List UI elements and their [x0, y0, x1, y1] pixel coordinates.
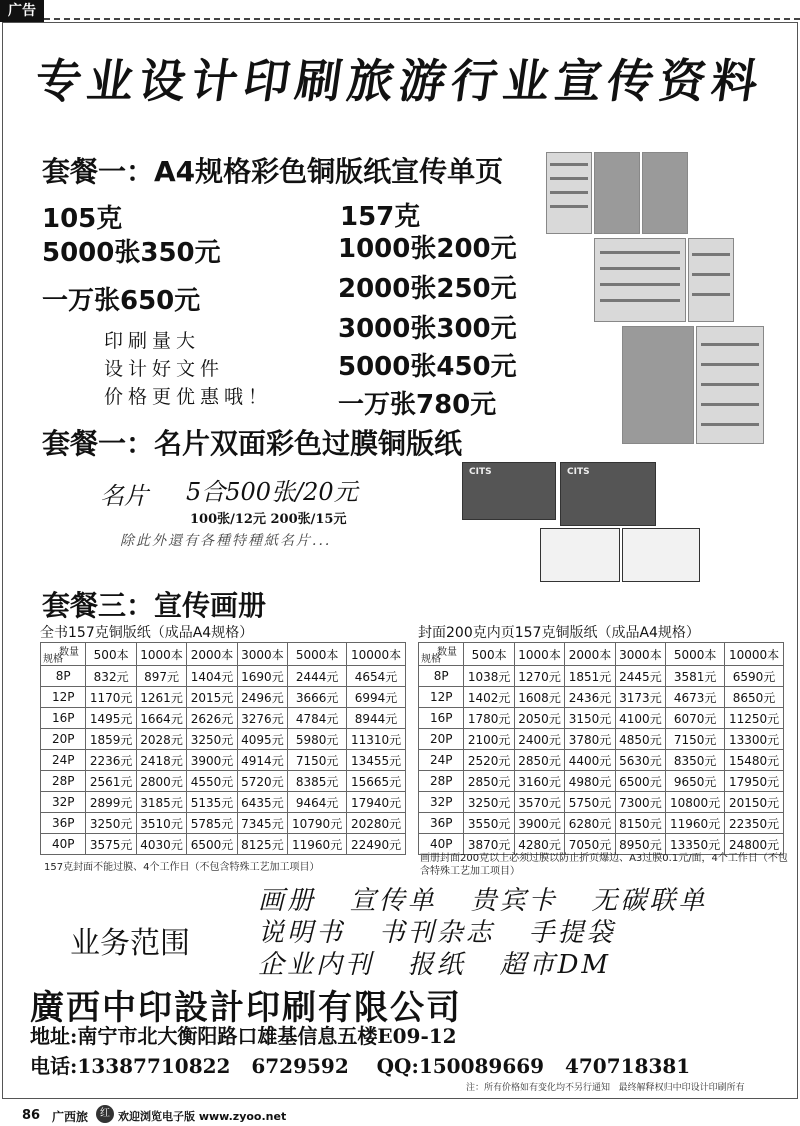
- price-cell: 3870元: [464, 834, 514, 855]
- table-row: [41, 687, 406, 708]
- price-cell: 5720元: [237, 771, 287, 792]
- business-card-sample-1: [462, 462, 556, 520]
- price-cell: 6590元: [725, 666, 784, 687]
- website-link[interactable]: 欢迎浏览电子版 www.zyoo.net: [118, 1110, 287, 1123]
- row-spec-cell: 20P: [419, 729, 464, 750]
- col-header: 5000本: [666, 643, 725, 666]
- table-row: [41, 666, 406, 687]
- row-spec-cell: 36P: [41, 813, 86, 834]
- row-spec-cell: 40P: [41, 834, 86, 855]
- business-card-label: 名片: [100, 482, 148, 510]
- row-spec-cell: 8P: [419, 666, 464, 687]
- price-table-full-157: [40, 642, 406, 855]
- flyer-sample-4: [594, 238, 686, 322]
- business-scope-line-3: 企业内刊 报纸 超市DM: [258, 950, 612, 980]
- slogan-line-3: 价格更优惠哦！: [104, 386, 273, 408]
- price-cell: 17950元: [725, 771, 784, 792]
- table-left-caption: 全书157克铜版纸（成品A4规格）: [40, 625, 254, 641]
- price-cell: 11960元: [666, 813, 725, 834]
- price-cell: 1664元: [136, 708, 186, 729]
- row-spec-cell: 32P: [419, 792, 464, 813]
- price-157-3: 3000张300元: [338, 314, 517, 344]
- price-cell: 1495元: [86, 708, 136, 729]
- price-cell: 4400元: [565, 750, 615, 771]
- price-cell: 3666元: [288, 687, 347, 708]
- col-header: 2000本: [565, 643, 615, 666]
- row-spec-cell: 40P: [419, 834, 464, 855]
- table-row: [419, 729, 784, 750]
- business-card-price: 5合500张/20元: [186, 478, 358, 506]
- flyer-sample-1: [546, 152, 592, 234]
- table-row: [419, 750, 784, 771]
- row-spec-cell: 8P: [41, 666, 86, 687]
- price-cell: 3900元: [514, 813, 564, 834]
- price-cell: 11250元: [725, 708, 784, 729]
- package-3-heading: 套餐三：宣传画册: [42, 589, 267, 622]
- price-cell: 20280元: [347, 813, 406, 834]
- price-cell: 1270元: [514, 666, 564, 687]
- price-cell: 2626元: [187, 708, 237, 729]
- price-cell: 3160元: [514, 771, 564, 792]
- price-cell: 4914元: [237, 750, 287, 771]
- price-157-2: 2000张250元: [338, 274, 517, 304]
- price-cell: 1170元: [86, 687, 136, 708]
- row-spec-cell: 20P: [41, 729, 86, 750]
- price-cell: 20150元: [725, 792, 784, 813]
- table-row: [419, 771, 784, 792]
- price-cell: 7150元: [288, 750, 347, 771]
- table-row: [41, 834, 406, 855]
- price-cell: 3510元: [136, 813, 186, 834]
- row-spec-cell: 12P: [419, 687, 464, 708]
- row-spec-cell: 28P: [419, 771, 464, 792]
- table-row: [41, 750, 406, 771]
- table-right-caption: 封面200克内页157克铜版纸（成品A4规格）: [418, 625, 700, 641]
- table-row: [419, 708, 784, 729]
- price-cell: 4673元: [666, 687, 725, 708]
- table-row: [41, 729, 406, 750]
- table-row: [41, 771, 406, 792]
- row-spec-cell: 16P: [41, 708, 86, 729]
- table-left-note: 157克封面不能过膜、4个工作日（不包含特殊工艺加工项目）: [44, 862, 320, 873]
- weight-105: 105克: [42, 204, 123, 234]
- price-cell: 11960元: [288, 834, 347, 855]
- price-cell: 7050元: [565, 834, 615, 855]
- flyer-sample-2: [594, 152, 640, 234]
- card-brand-1: CITS: [469, 467, 492, 477]
- price-cell: 13455元: [347, 750, 406, 771]
- price-cell: 4280元: [514, 834, 564, 855]
- price-cell: 2850元: [464, 771, 514, 792]
- page-title: 专业设计印刷旅游行业宣传资料: [31, 54, 768, 108]
- price-cell: 8150元: [615, 813, 665, 834]
- price-cell: 3250元: [187, 729, 237, 750]
- price-cell: 24800元: [725, 834, 784, 855]
- card-brand-2: CITS: [567, 467, 590, 477]
- price-cell: 13350元: [666, 834, 725, 855]
- col-header: 10000本: [725, 643, 784, 666]
- col-header: 1000本: [514, 643, 564, 666]
- price-cell: 10800元: [666, 792, 725, 813]
- price-cell: 6435元: [237, 792, 287, 813]
- price-cell: 832元: [86, 666, 136, 687]
- price-cell: 4784元: [288, 708, 347, 729]
- table-corner: 数量 规格: [41, 643, 86, 666]
- price-cell: 1038元: [464, 666, 514, 687]
- row-spec-cell: 24P: [41, 750, 86, 771]
- price-cell: 7345元: [237, 813, 287, 834]
- table-row: [41, 708, 406, 729]
- business-card-sample-2: [560, 462, 656, 526]
- package-1-heading: 套餐一：A4规格彩色铜版纸宣传单页: [42, 155, 504, 188]
- col-header: 5000本: [288, 643, 347, 666]
- col-header: 500本: [464, 643, 514, 666]
- page-footer: [0, 1104, 800, 1126]
- price-cell: 4980元: [565, 771, 615, 792]
- table-row: [41, 792, 406, 813]
- price-cell: 2050元: [514, 708, 564, 729]
- business-scope-label: 业务范围: [70, 926, 190, 961]
- price-cell: 4030元: [136, 834, 186, 855]
- price-cell: 4850元: [615, 729, 665, 750]
- price-cell: 6500元: [615, 771, 665, 792]
- price-cell: 1851元: [565, 666, 615, 687]
- price-cell: 8650元: [725, 687, 784, 708]
- table-right-note: 画册封面200克以上必须过膜以防止折页爆边、A3过膜0.1元/面，4个工作日（不包含特殊工艺加工项目）: [420, 853, 788, 877]
- price-157-5: 一万张780元: [338, 390, 497, 420]
- price-105-2: 一万张650元: [42, 286, 201, 316]
- price-cell: 1608元: [514, 687, 564, 708]
- col-header: 500本: [86, 643, 136, 666]
- price-cell: 7300元: [615, 792, 665, 813]
- price-cell: 2444元: [288, 666, 347, 687]
- price-cell: 1859元: [86, 729, 136, 750]
- price-cell: 2400元: [514, 729, 564, 750]
- flyer-sample-3: [642, 152, 688, 234]
- price-cell: 9650元: [666, 771, 725, 792]
- price-157-4: 5000张450元: [338, 352, 517, 382]
- price-cell: 8350元: [666, 750, 725, 771]
- table-row: [419, 792, 784, 813]
- col-header: 2000本: [187, 643, 237, 666]
- weight-157: 157克: [340, 202, 421, 232]
- price-cell: 15665元: [347, 771, 406, 792]
- price-cell: 2236元: [86, 750, 136, 771]
- price-cell: 2899元: [86, 792, 136, 813]
- business-card-note: 除此外還有各種特種紙名片...: [120, 533, 332, 549]
- price-cell: 13300元: [725, 729, 784, 750]
- row-spec-cell: 36P: [419, 813, 464, 834]
- price-cell: 3575元: [86, 834, 136, 855]
- price-cell: 2850元: [514, 750, 564, 771]
- price-cell: 7150元: [666, 729, 725, 750]
- price-157-1: 1000张200元: [338, 234, 517, 264]
- price-cell: 5980元: [288, 729, 347, 750]
- flyer-sample-5: [688, 238, 734, 322]
- business-card-sub-price: 100张/12元 200张/15元: [190, 512, 347, 527]
- row-spec-cell: 16P: [419, 708, 464, 729]
- price-cell: 6994元: [347, 687, 406, 708]
- price-cell: 3900元: [187, 750, 237, 771]
- price-cell: 2015元: [187, 687, 237, 708]
- price-cell: 2496元: [237, 687, 287, 708]
- price-cell: 6070元: [666, 708, 725, 729]
- price-cell: 3173元: [615, 687, 665, 708]
- price-cell: 3581元: [666, 666, 725, 687]
- price-cell: 3250元: [464, 792, 514, 813]
- magazine-name: 广西旅: [52, 1110, 89, 1124]
- price-cell: 2520元: [464, 750, 514, 771]
- flyer-sample-7: [696, 326, 764, 444]
- table-corner: 数量 规格: [419, 643, 464, 666]
- price-cell: 3150元: [565, 708, 615, 729]
- price-cell: 6500元: [187, 834, 237, 855]
- row-spec-cell: 28P: [41, 771, 86, 792]
- business-scope-line-2: 说明书 书刊杂志 手提袋: [258, 918, 616, 948]
- price-cell: 4550元: [187, 771, 237, 792]
- price-cell: 2445元: [615, 666, 665, 687]
- table-row: [419, 666, 784, 687]
- magazine-logo-icon: 红: [96, 1105, 114, 1123]
- price-cell: 4654元: [347, 666, 406, 687]
- price-cell: 6280元: [565, 813, 615, 834]
- price-cell: 3185元: [136, 792, 186, 813]
- price-cell: 1780元: [464, 708, 514, 729]
- business-scope-line-1: 画册 宣传单 贵宾卡 无碳联单: [258, 886, 708, 916]
- price-cell: 5785元: [187, 813, 237, 834]
- price-cell: 15480元: [725, 750, 784, 771]
- slogan-line-2: 设计好文件: [104, 358, 225, 380]
- price-cell: 5750元: [565, 792, 615, 813]
- price-cell: 4100元: [615, 708, 665, 729]
- price-cell: 2100元: [464, 729, 514, 750]
- price-cell: 3570元: [514, 792, 564, 813]
- page-number: 86: [22, 1108, 41, 1123]
- price-cell: 3550元: [464, 813, 514, 834]
- price-cell: 9464元: [288, 792, 347, 813]
- price-cell: 8950元: [615, 834, 665, 855]
- price-cell: 22490元: [347, 834, 406, 855]
- top-divider: [44, 18, 800, 20]
- disclaimer: 注：所有价格如有变化均不另行通知 最终解释权归中印设计印刷所有: [466, 1083, 745, 1093]
- price-105-1: 5000张350元: [42, 238, 221, 268]
- price-cell: 1404元: [187, 666, 237, 687]
- flyer-sample-6: [622, 326, 694, 444]
- price-cell: 4095元: [237, 729, 287, 750]
- price-cell: 3276元: [237, 708, 287, 729]
- table-row: [419, 813, 784, 834]
- business-card-sample-3: [540, 528, 620, 582]
- price-cell: 8125元: [237, 834, 287, 855]
- price-cell: 17940元: [347, 792, 406, 813]
- price-cell: 8944元: [347, 708, 406, 729]
- slogan-line-1: 印刷量大: [104, 330, 201, 352]
- company-phone: 电话:13387710822 6729592 QQ:150089669 470718381: [30, 1054, 691, 1078]
- price-cell: 8385元: [288, 771, 347, 792]
- price-cell: 2028元: [136, 729, 186, 750]
- package-2-heading: 套餐一：名片双面彩色过膜铜版纸: [42, 427, 463, 460]
- price-cell: 1690元: [237, 666, 287, 687]
- price-cell: 5630元: [615, 750, 665, 771]
- row-spec-cell: 24P: [419, 750, 464, 771]
- col-header: 10000本: [347, 643, 406, 666]
- price-cell: 10790元: [288, 813, 347, 834]
- price-table-cover-200: [418, 642, 784, 855]
- price-cell: 3780元: [565, 729, 615, 750]
- ad-tag: 广告: [0, 0, 44, 22]
- company-name: 廣西中印設計印刷有限公司: [30, 988, 462, 1028]
- price-cell: 2418元: [136, 750, 186, 771]
- col-header: 3000本: [237, 643, 287, 666]
- price-cell: 22350元: [725, 813, 784, 834]
- price-cell: 3250元: [86, 813, 136, 834]
- price-cell: 5135元: [187, 792, 237, 813]
- table-row: [419, 687, 784, 708]
- price-cell: 1261元: [136, 687, 186, 708]
- price-cell: 1402元: [464, 687, 514, 708]
- price-cell: 897元: [136, 666, 186, 687]
- price-cell: 2561元: [86, 771, 136, 792]
- table-row: [41, 813, 406, 834]
- row-spec-cell: 32P: [41, 792, 86, 813]
- price-cell: 11310元: [347, 729, 406, 750]
- price-cell: 2436元: [565, 687, 615, 708]
- company-address: 地址:南宁市北大衡阳路口雄基信息五楼E09-12: [30, 1024, 457, 1048]
- business-card-sample-4: [622, 528, 700, 582]
- col-header: 1000本: [136, 643, 186, 666]
- col-header: 3000本: [615, 643, 665, 666]
- row-spec-cell: 12P: [41, 687, 86, 708]
- price-cell: 2800元: [136, 771, 186, 792]
